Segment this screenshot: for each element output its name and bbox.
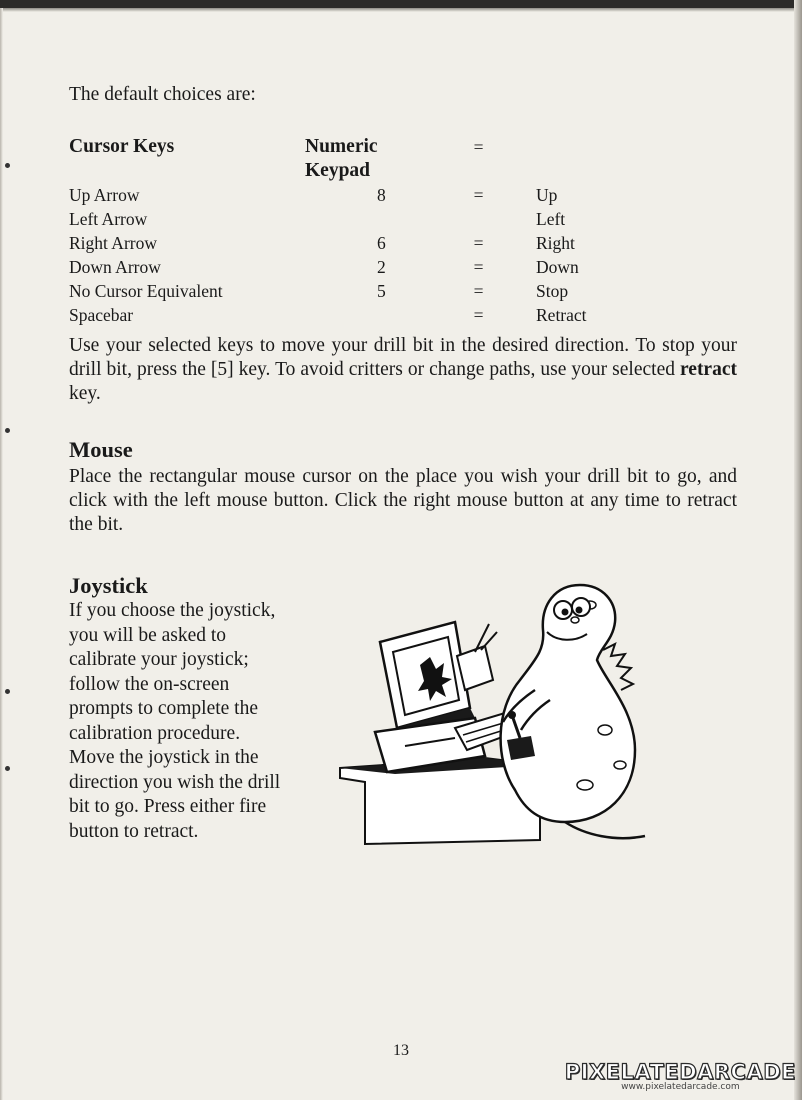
- watermark-logo: PIXELATEDARCADE: [564, 1060, 796, 1084]
- binding-dot: [5, 163, 10, 168]
- equals-cell: =: [473, 305, 484, 325]
- table-row: [69, 279, 626, 303]
- page-number: 13: [393, 1042, 409, 1059]
- equals-cell: =: [473, 185, 484, 205]
- equals-cell: =: [473, 233, 484, 253]
- cursor-key-cell: Right Arrow: [69, 233, 157, 253]
- cursor-key-cell: Down Arrow: [69, 257, 161, 277]
- action-cell: Retract: [536, 305, 587, 325]
- equals-cell: =: [473, 257, 484, 277]
- binding-dot: [5, 766, 10, 771]
- keypad-cell: 5: [377, 281, 386, 301]
- retract-emphasis: retract: [679, 359, 737, 380]
- table-row: [69, 207, 626, 231]
- mouse-heading: Mouse: [69, 437, 133, 462]
- cursor-key-cell: Spacebar: [69, 305, 134, 325]
- page-right-edge: [794, 0, 802, 1100]
- binding-dot: [5, 428, 10, 433]
- table-row: [69, 303, 626, 327]
- binding-dot: [5, 689, 10, 694]
- header-equals: =: [473, 137, 484, 157]
- action-cell: Up: [536, 185, 558, 205]
- table-row: [69, 183, 626, 207]
- action-cell: Right: [536, 233, 575, 253]
- table-row: [69, 231, 626, 255]
- table-row: [69, 255, 626, 279]
- cursor-key-cell: No Cursor Equivalent: [69, 281, 223, 301]
- keypad-cell: 6: [377, 233, 386, 253]
- page-top-edge: [0, 0, 802, 8]
- cursor-key-cell: Left Arrow: [69, 209, 148, 229]
- watermark: [565, 1060, 796, 1092]
- header-numeric-keypad: Numeric Keypad: [305, 136, 378, 181]
- action-cell: Left: [536, 209, 566, 229]
- cursor-key-cell: Up Arrow: [69, 185, 140, 205]
- watermark-url: www.pixelatedarcade.com: [621, 1082, 740, 1092]
- keypad-cell: 2: [377, 257, 386, 277]
- key-table: [69, 135, 626, 327]
- joystick-paragraph: If you choose the joystick, you will be asked to calibrate your joystick; follow the on-screen prompts to complete the calibration procedure. Move the joystick in the direction you wish the drill bit to go. Press either fire button to retract.: [69, 600, 281, 842]
- key-table-header: [69, 135, 626, 183]
- action-cell: Stop: [536, 281, 569, 301]
- equals-cell: [421, 207, 536, 231]
- dinosaur-at-computer-illustration: [335, 560, 655, 850]
- equals-cell: =: [473, 281, 484, 301]
- intro-text: The default choices are:: [69, 84, 256, 105]
- keypad-cell: 8: [377, 185, 386, 205]
- joystick-heading: Joystick: [69, 573, 148, 598]
- page-left-edge: [0, 8, 3, 1100]
- action-cell: Down: [536, 257, 579, 277]
- header-cursor-keys: Cursor Keys: [69, 136, 175, 157]
- mouse-paragraph: Place the rectangular mouse cursor on the place you wish your drill bit to go, and click with the left mouse button. Click the right mouse button at any time to retract the bit.: [69, 466, 737, 535]
- keys-paragraph: Use your selected keys to move your drill bit in the desired direction. To stop your drill bit, press the [5] key. To avoid critters or change paths, use your selected retract key.: [69, 335, 737, 404]
